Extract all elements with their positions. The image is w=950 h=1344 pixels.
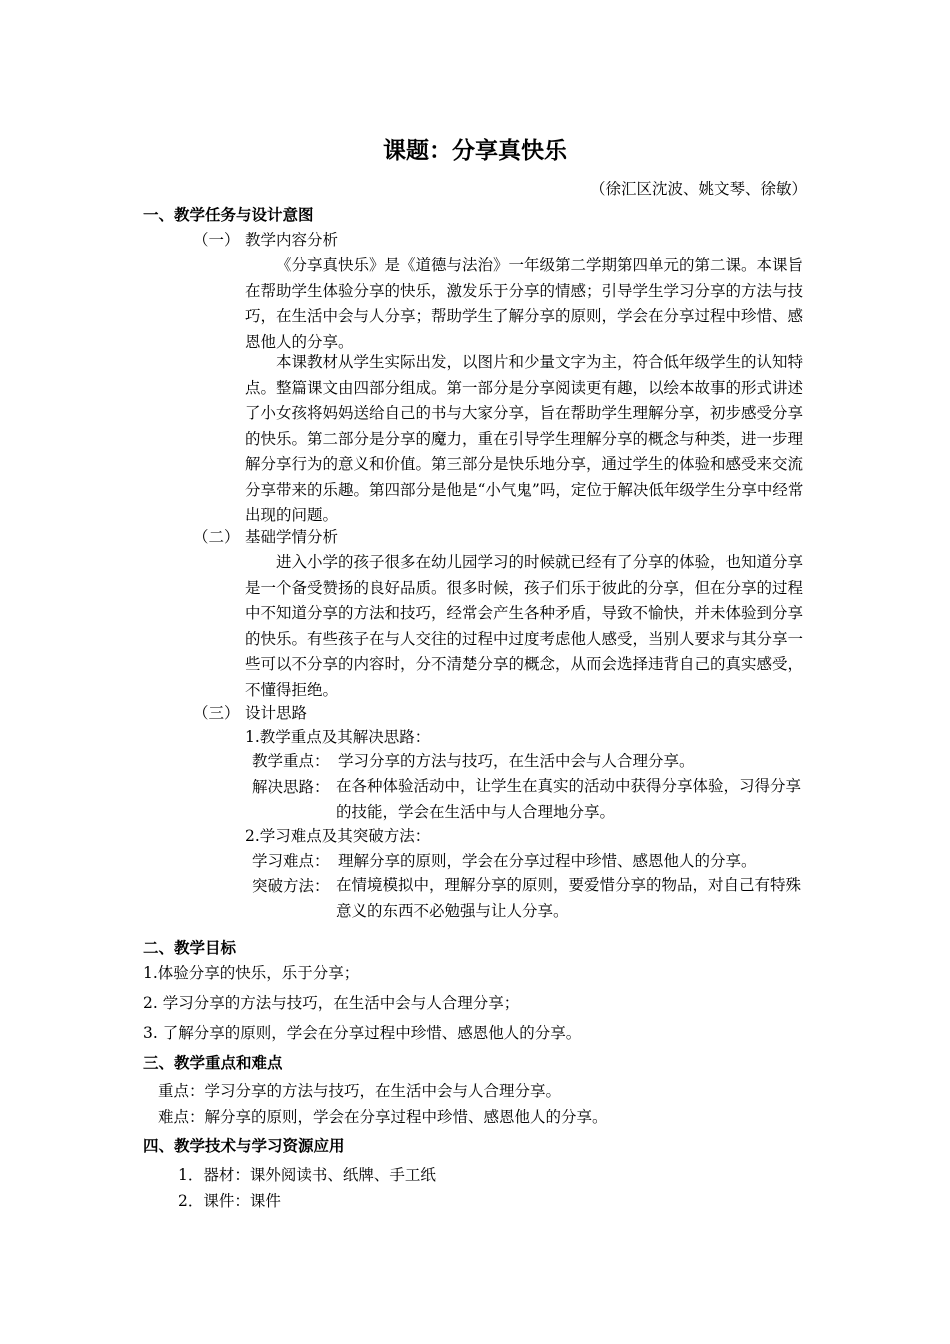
section3-heading: 三、教学重点和难点 <box>143 1054 283 1072</box>
authors-line: （徐汇区沈波、姚文琴、徐敏） <box>589 180 807 198</box>
focus-label: 教学重点： <box>252 752 330 770</box>
key-point: 重点：学习分享的方法与技巧，在生活中会与人合理分享。 <box>158 1082 562 1100</box>
breakthrough-label: 突破方法： <box>252 877 330 895</box>
sub2-title: 基础学情分析 <box>245 528 339 546</box>
section4-heading: 四、教学技术与学习资源应用 <box>143 1137 345 1155</box>
difficulty-text: 理解分享的原则，学会在分享过程中珍惜、感恩他人的分享。 <box>338 852 757 870</box>
resource-2: 2．课件：课件 <box>178 1192 281 1210</box>
goal-1: 1.体验分享的快乐，乐于分享； <box>143 964 360 982</box>
design-item-1: 1.教学重点及其解决思路： <box>245 728 431 746</box>
resource-1: 1．器材：课外阅读书、纸牌、手工纸 <box>178 1166 436 1184</box>
goal-2: 2. 学习分享的方法与技巧，在生活中会与人合理分享； <box>143 994 520 1012</box>
section1-heading: 一、教学任务与设计意图 <box>143 206 314 224</box>
focus-text: 学习分享的方法与技巧，在生活中会与人合理分享。 <box>338 752 695 770</box>
design-item-2: 2.学习难点及其突破方法： <box>245 827 431 845</box>
section2-heading: 二、教学目标 <box>143 939 237 957</box>
sub1-paragraph-1: 《分享真快乐》是《道德与法治》一年级第二学期第四单元的第二课。本课旨在帮助学生体验分享的快乐，激发乐于分享的情感；引导学生学习分享的方法与技巧，在生活中会与人分享；帮助学生了解分享的原则，学会在分享过程中珍惜、感恩他人的分享。 <box>245 256 804 351</box>
sub1-title: 教学内容分析 <box>245 231 339 249</box>
sub2-paragraph-1: 进入小学的孩子很多在幼儿园学习的时候就已经有了分享的体验，也知道分享是一个备受赞扬的良好品质。很多时候，孩子们乐于彼此的分享，但在分享的过程中不知道分享的方法和技巧，经常会产生各种矛盾，导致不愉快，并未体验到分享的快乐。有些孩子在与人交往的过程中过度考虑他人感受，当别人要求与其分享一些可以不分享的内容时，分不清楚分享的概念，从而会选择违背自己的真实感受，不懂得拒绝。 <box>245 553 804 699</box>
sub3-title: 设计思路 <box>245 704 308 722</box>
solve-label: 解决思路： <box>252 778 330 796</box>
difficult-point: 难点：解分享的原则，学会在分享过程中珍惜、感恩他人的分享。 <box>158 1108 608 1126</box>
sub1-number: （一） <box>193 231 240 249</box>
breakthrough-text: 在情境模拟中，理解分享的原则，要爱惜分享的物品，对自己有特殊意义的东西不必勉强与让人分享。 <box>336 876 802 920</box>
goal-3: 3. 了解分享的原则，学会在分享过程中珍惜、感恩他人的分享。 <box>143 1024 582 1042</box>
page-title: 课题：分享真快乐 <box>383 137 567 164</box>
difficulty-label: 学习难点： <box>252 852 330 870</box>
sub2-number: （二） <box>193 528 240 546</box>
sub3-number: （三） <box>193 704 240 722</box>
solve-text: 在各种体验活动中，让学生在真实的活动中获得分享体验，习得分享的技能，学会在生活中与人合理地分享。 <box>336 777 802 821</box>
sub1-paragraph-2: 本课教材从学生实际出发，以图片和少量文字为主，符合低年级学生的认知特点。整篇课文由四部分组成。第一部分是分享阅读更有趣，以绘本故事的形式讲述了小女孩将妈妈送给自己的书与大家分享，旨在帮助学生理解分享，初步感受分享的快乐。第二部分是分享的魔力，重在引导学生理解分享的概念与种类，进一步理解分享行为的意义和价值。第三部分是快乐地分享，通过学生的体验和感受来交流分享带来的乐趣。第四部分是他是“小气鬼”吗，定位于解决低年级学生分享中经常出现的问题。 <box>245 353 804 524</box>
